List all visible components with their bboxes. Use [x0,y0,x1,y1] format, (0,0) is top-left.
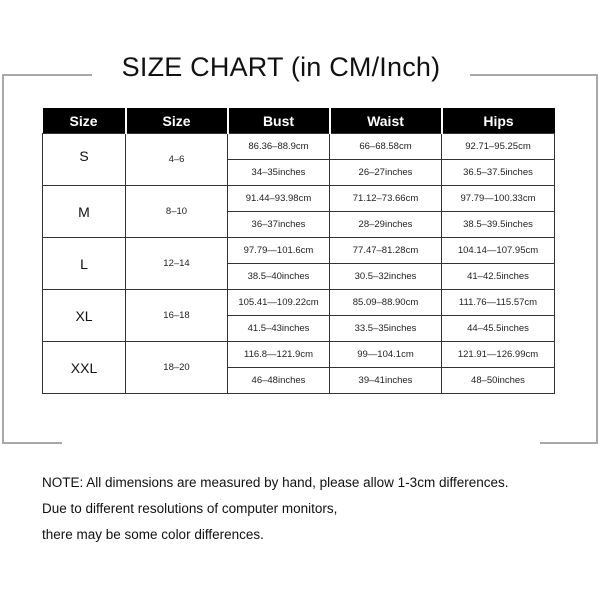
bust-cm: 97.79—101.6cm [228,238,330,264]
bust-cm: 116.8—121.9cm [228,342,330,368]
frame-line-top-right [470,74,598,76]
waist-cm: 85.09–88.90cm [330,290,442,316]
note-line: there may be some color differences. [42,527,264,542]
waist-cm: 71.12–73.66cm [330,186,442,212]
table-row [43,342,555,368]
header-age-size: Size [126,108,228,134]
size-label: XXL [43,342,126,394]
waist-cm: 77.47–81.28cm [330,238,442,264]
header-size: Size [43,108,126,134]
hips-cm: 97.79—100.33cm [442,186,555,212]
age-range: 4–6 [126,134,228,186]
hips-cm: 121.91—126.99cm [442,342,555,368]
size-label: M [43,186,126,238]
bust-cm: 86.36–88.9cm [228,134,330,160]
header-waist: Waist [330,108,442,134]
bust-cm: 91.44–93.98cm [228,186,330,212]
frame-line-bottom-right [540,442,598,444]
header-bust: Bust [228,108,330,134]
age-range: 16–18 [126,290,228,342]
size-label: S [43,134,126,186]
hips-cm: 92.71–95.25cm [442,134,555,160]
waist-inches: 33.5–35inches [330,316,442,342]
page-title: SIZE CHART (in CM/Inch) [121,52,441,82]
hips-cm: 111.76—115.57cm [442,290,555,316]
frame-line-bottom-left [2,442,62,444]
waist-inches: 39–41inches [330,368,442,394]
frame-line-left [2,74,4,444]
table-row [43,186,555,212]
table-header-row [43,108,555,134]
bust-cm: 105.41—109.22cm [228,290,330,316]
table-row [43,134,555,160]
age-range: 8–10 [126,186,228,238]
waist-inches: 30.5–32inches [330,264,442,290]
hips-inches: 44–45.5inches [442,316,555,342]
note-line: Due to different resolutions of computer monitors, [42,501,338,516]
hips-inches: 36.5–37.5inches [442,160,555,186]
hips-cm: 104.14—107.95cm [442,238,555,264]
hips-inches: 48–50inches [442,368,555,394]
table-row [43,290,555,316]
bust-inches: 38.5–40inches [228,264,330,290]
bust-inches: 34–35inches [228,160,330,186]
note-line: NOTE: All dimensions are measured by hand, please allow 1-3cm differences. [42,475,509,490]
hips-inches: 41–42.5inches [442,264,555,290]
waist-cm: 66–68.58cm [330,134,442,160]
size-chart-table [42,108,554,394]
waist-inches: 26–27inches [330,160,442,186]
bust-inches: 36–37inches [228,212,330,238]
table-row [43,238,555,264]
size-label: XL [43,290,126,342]
age-range: 12–14 [126,238,228,290]
waist-inches: 28–29inches [330,212,442,238]
frame-line-top-left [2,74,92,76]
notes-block [42,470,582,548]
hips-inches: 38.5–39.5inches [442,212,555,238]
bust-inches: 46–48inches [228,368,330,394]
age-range: 18–20 [126,342,228,394]
size-label: L [43,238,126,290]
bust-inches: 41.5–43inches [228,316,330,342]
header-hips: Hips [442,108,555,134]
waist-cm: 99—104.1cm [330,342,442,368]
frame-line-right [596,74,598,444]
